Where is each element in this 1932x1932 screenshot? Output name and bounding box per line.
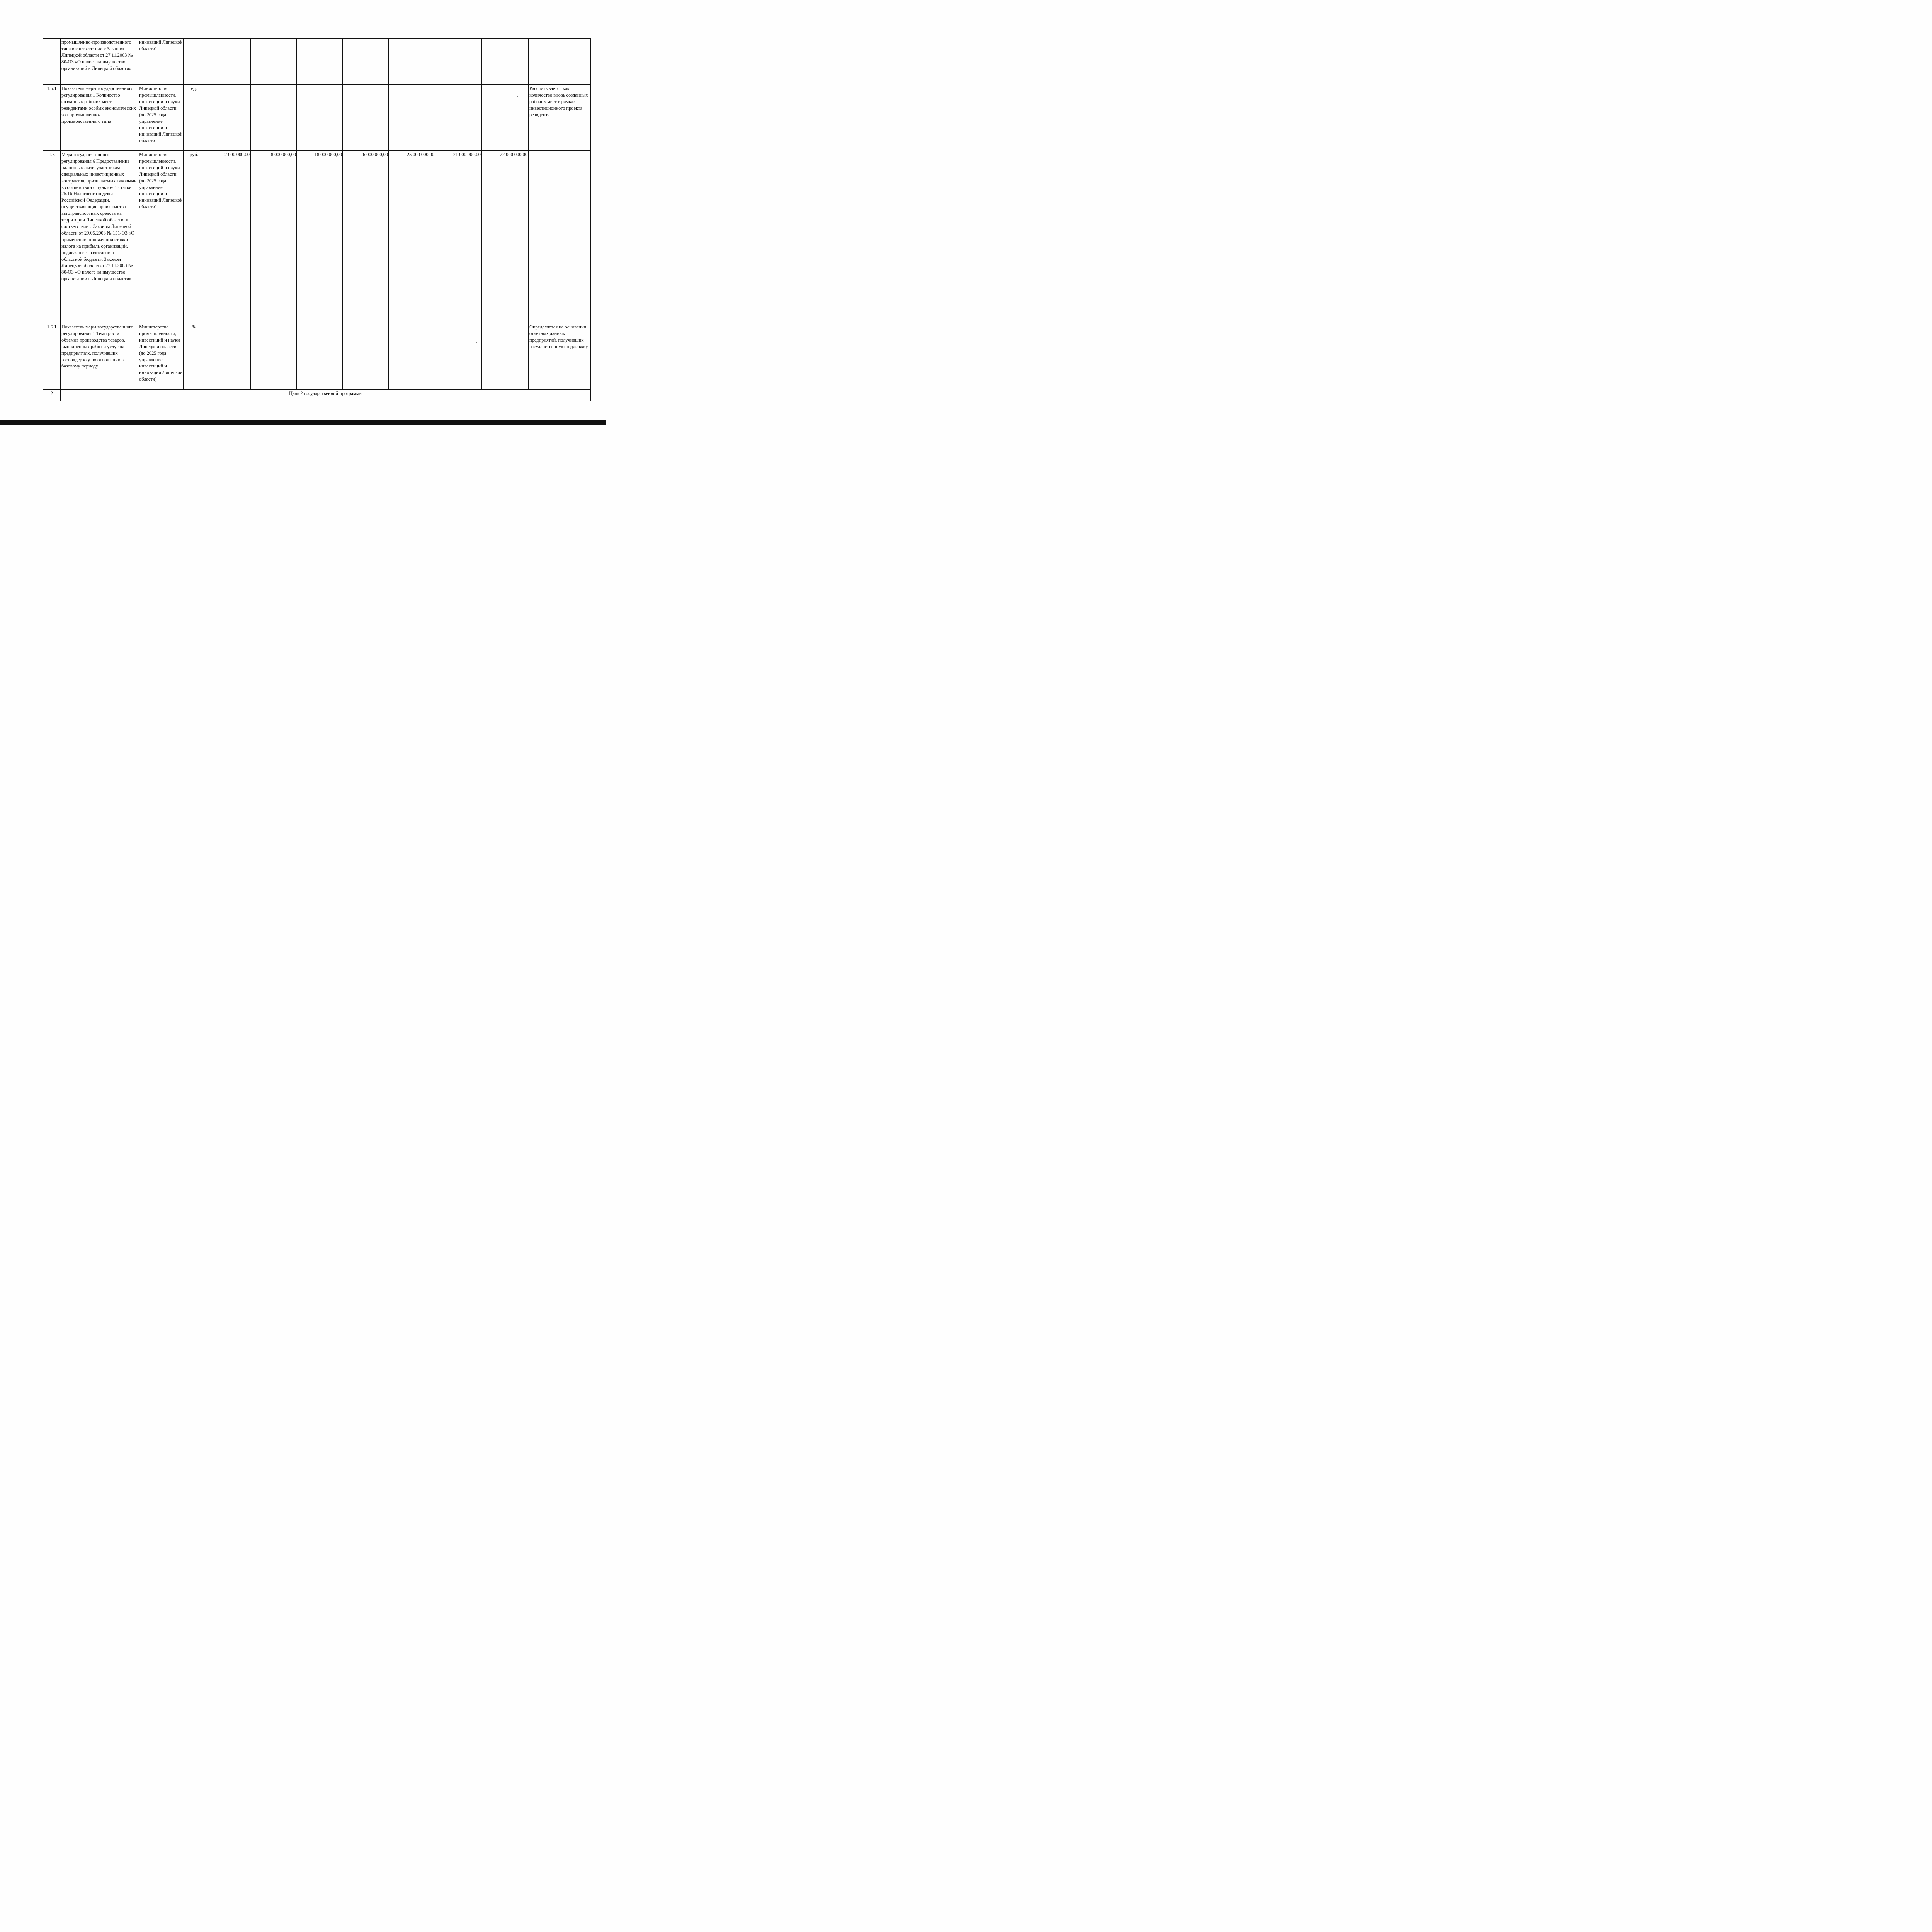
responsible-body: инноваций Липецкой области) — [138, 38, 184, 85]
year-value: 22 000 000,00 — [481, 151, 528, 323]
table-row — [43, 151, 591, 323]
year-value — [250, 323, 297, 389]
table-row — [43, 38, 591, 85]
calculation-note: Определяется на основании отчетных данных предприятий, получивших государственную поддержку — [528, 323, 591, 389]
year-value — [250, 85, 297, 151]
unit: руб. — [184, 151, 204, 323]
year-value: 18 000 000,00 — [297, 151, 343, 323]
year-value — [204, 85, 250, 151]
year-value — [389, 38, 435, 85]
year-value — [297, 38, 343, 85]
year-value: 25 000 000,00 — [389, 151, 435, 323]
row-number: 1.6.1 — [43, 323, 60, 389]
responsible-body: Министерство промышленности, инвестиций и науки Липецкой области (до 2025 года управление инвестиций и инноваций Липецкой области) — [138, 151, 184, 323]
calculation-note — [528, 151, 591, 323]
year-value — [389, 85, 435, 151]
calculation-note: Рассчитывается как количество вновь созданных рабочих мест в рамках инвестиционного проекта резидента — [528, 85, 591, 151]
unit — [184, 38, 204, 85]
year-value — [481, 38, 528, 85]
measure-name: Показатель меры государственного регулирования 1 Темп роста объемов производства товаров, выполненных работ и услуг на предприятиях, получивших господдержку по отношению к базовому периоду — [60, 323, 138, 389]
responsible-body: Министерство промышленности, инвестиций и науки Липецкой области (до 2025 года управление инвестиций и инноваций Липецкой области) — [138, 323, 184, 389]
year-value — [204, 38, 250, 85]
goal-number: 2 — [43, 389, 60, 401]
measure-name: промышленно-производственного типа в соответствии с Законом Липецкой области от 27.11.2003 № 80-ОЗ «О налоге на имущество организаций в Липецкой области» — [60, 38, 138, 85]
table-row — [43, 85, 591, 151]
year-value — [250, 38, 297, 85]
year-value: 21 000 000,00 — [435, 151, 481, 323]
responsible-body: Министерство промышленности, инвестиций и науки Липецкой области (до 2025 года управление инвестиций и инноваций Липецкой области) — [138, 85, 184, 151]
year-value — [204, 323, 250, 389]
year-value: 26 000 000,00 — [343, 151, 389, 323]
table-row — [43, 323, 591, 389]
year-value — [435, 323, 481, 389]
year-value — [297, 323, 343, 389]
year-value — [389, 323, 435, 389]
year-value: 8 000 000,00 — [250, 151, 297, 323]
row-number: 1.5.1 — [43, 85, 60, 151]
measure-name: Мера государственного регулирования 6 Предоставление налоговых льгот участникам специальных инвестиционных контрактов, признаваемых таковыми в соответствии с пунктом 1 статьи 25.16 Налогового кодекса Российской Федерации, осуществляющие производство автотранспортных средств на территории Липецкой области, в соответствии с Законом Липецкой области от 29.05.2008 № 151-ОЗ «О применении пониженной ставки налога на прибыль организаций, подлежащего зачислению в областной бюджет», Законом Липецкой области от 27.11.2003 № 80-ОЗ «О налоге на имущество организаций в Липецкой области» — [60, 151, 138, 323]
year-value — [343, 38, 389, 85]
year-value: 2 000 000,00 — [204, 151, 250, 323]
year-value — [435, 38, 481, 85]
goal-title: Цель 2 государственной программы — [60, 389, 591, 401]
year-value — [481, 323, 528, 389]
row-number: 1.6 — [43, 151, 60, 323]
year-value — [435, 85, 481, 151]
row-number — [43, 38, 60, 85]
scan-edge — [0, 420, 606, 425]
unit: % — [184, 323, 204, 389]
year-value — [297, 85, 343, 151]
year-value — [343, 323, 389, 389]
measure-name: Показатель меры государственного регулирования 1 Количество созданных рабочих мест резидентами особых экономических зон промышленно-производственного типа — [60, 85, 138, 151]
goal-row — [43, 389, 591, 401]
year-value — [343, 85, 389, 151]
unit: ед. — [184, 85, 204, 151]
calculation-note — [528, 38, 591, 85]
year-value — [481, 85, 528, 151]
program-table — [43, 38, 591, 401]
